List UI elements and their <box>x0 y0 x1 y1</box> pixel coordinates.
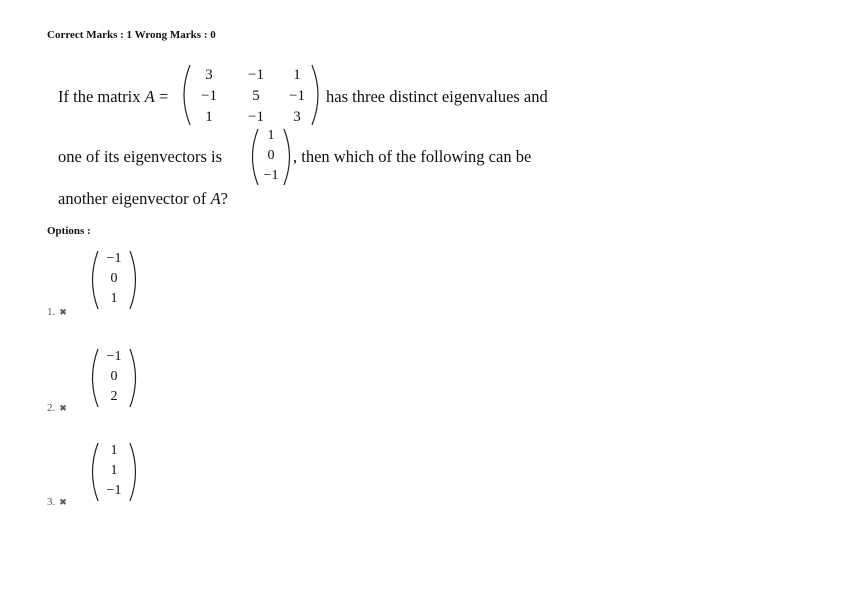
eigenvector-cell: 1 <box>267 128 275 143</box>
question-text-2a: one of its eigenvectors is <box>58 147 223 166</box>
wrong-mark-icon: ✖ <box>59 497 67 507</box>
eigenvector-cell: −1 <box>263 168 279 183</box>
question-line-1 <box>58 87 168 107</box>
options-label: Options : <box>47 225 91 237</box>
question-text-3a: another eigenvector of <box>58 189 211 208</box>
matrix-cell: −1 <box>248 109 264 125</box>
option-vector-cell: 2 <box>110 389 118 404</box>
option-vector-cell: 0 <box>110 369 118 384</box>
option-vector-cell: −1 <box>106 251 122 266</box>
eigenvector <box>246 126 296 188</box>
eigenvector-cell: 0 <box>267 148 275 163</box>
matrix-cell: −1 <box>289 88 305 104</box>
option-2-number <box>47 402 67 414</box>
equals-sign: = <box>154 87 169 106</box>
option-vector-cell: 0 <box>110 271 118 286</box>
matrix-cell: −1 <box>201 88 217 104</box>
option-number-label: 2. <box>47 402 56 414</box>
wrong-mark-icon: ✖ <box>59 403 67 413</box>
matrix-cell: 1 <box>205 109 213 125</box>
question-mark: ? <box>220 189 228 208</box>
wrong-mark-icon: ✖ <box>59 307 67 317</box>
option-3-number <box>47 496 67 508</box>
matrix-cell: 1 <box>293 67 301 83</box>
option-3-vector[interactable] <box>86 440 142 504</box>
option-vector-cell: 1 <box>110 463 118 478</box>
matrix-variable: A <box>210 189 221 208</box>
option-2-vector[interactable] <box>86 346 142 410</box>
question-text-1a: If the matrix <box>58 87 141 106</box>
matrix-cell: 3 <box>205 67 213 83</box>
option-vector-cell: −1 <box>106 483 122 498</box>
marks-header: Correct Marks : 1 Wrong Marks : 0 <box>47 29 216 41</box>
option-number-label: 3. <box>47 496 56 508</box>
question-text-2b: , then which of the following can be <box>293 147 532 166</box>
option-number-label: 1. <box>47 306 56 318</box>
question-text-1b: has three distinct eigenvalues and <box>326 87 548 106</box>
matrix-cell: 5 <box>252 88 260 104</box>
matrix-a <box>176 62 326 128</box>
question-line-3 <box>58 189 228 209</box>
option-1-vector[interactable] <box>86 248 142 312</box>
option-1-number <box>47 306 67 318</box>
matrix-cell: 3 <box>293 109 301 125</box>
matrix-cell: −1 <box>248 67 264 83</box>
option-vector-cell: −1 <box>106 349 122 364</box>
matrix-variable: A <box>144 87 155 106</box>
option-vector-cell: 1 <box>110 443 118 458</box>
option-vector-cell: 1 <box>110 291 118 306</box>
